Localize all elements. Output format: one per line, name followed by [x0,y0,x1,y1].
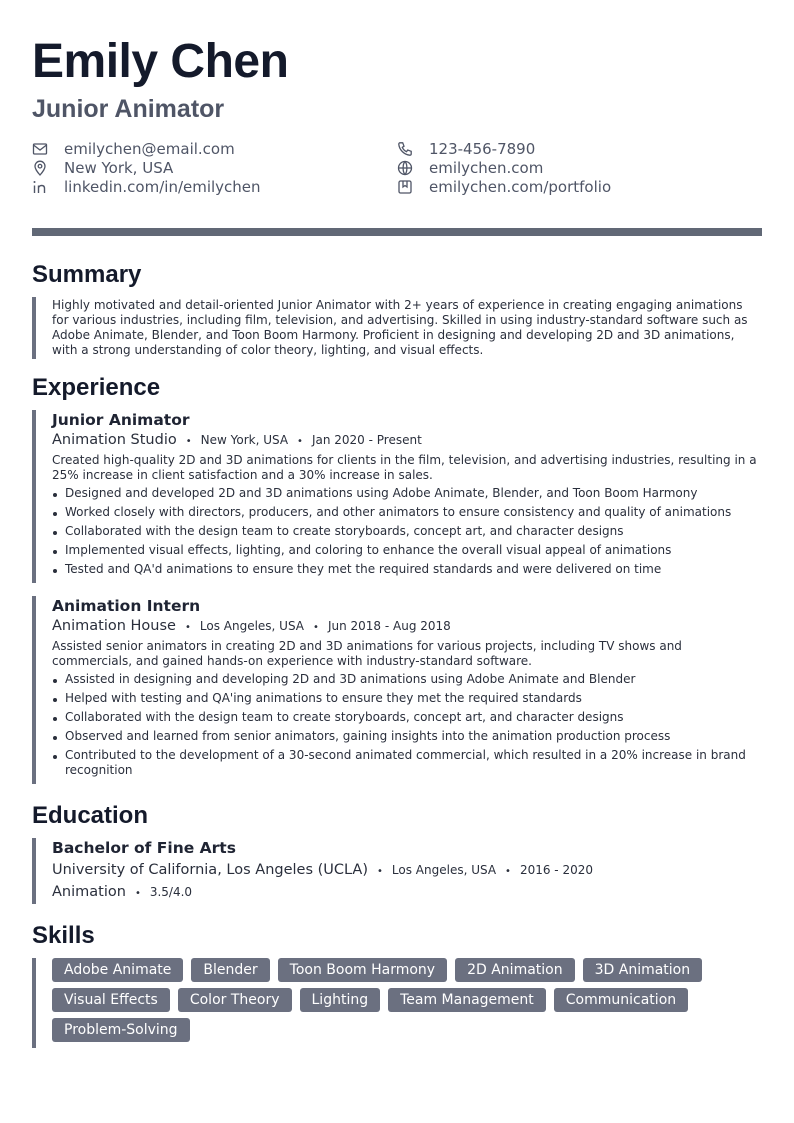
phone-text[interactable]: 123-456-7890 [429,139,536,158]
contact-location [32,158,372,177]
job-description: Assisted senior animators in creating 2D and 3D animations for various projects, including TV shows and commercials, and gained hands-on experience with industry-standard software. [52,639,682,668]
contact-linkedin [32,177,372,196]
mail-icon [32,141,48,157]
portfolio-icon [397,179,413,195]
education-location: Los Angeles, USA [391,863,497,877]
job-bullet: Helped with testing and QA'ing animations to ensure they met the required standards [52,691,762,706]
job-description: Created high-quality 2D and 3D animations for clients in the film, television, and advertising industries, resulting in a 25% increase in client satisfaction and a 30% increase in sales. [52,453,757,482]
job-entry [32,410,762,583]
education-school: University of California, Los Angeles (UCLA) [52,862,368,878]
portfolio-text[interactable]: emilychen.com/portfolio [429,177,612,196]
contact-right-column [397,139,757,196]
job-dates: Jun 2018 - Aug 2018 [327,619,451,633]
skill-chip: Lighting [300,988,381,1012]
website-text[interactable]: emilychen.com [429,158,544,177]
separator-dot: • [377,866,383,877]
separator-dot: • [505,866,511,877]
job-bullet: Implemented visual effects, lighting, and coloring to enhance the overall visual appeal of animations [52,543,762,558]
experience-title: Experience [32,374,161,401]
education-title: Education [32,802,149,829]
job-bullet: Worked closely with directors, producers, and other animators to ensure consistency and quality of animations [52,505,762,520]
phone-icon [397,141,413,157]
job-title: Animation Intern [52,597,201,615]
summary-title: Summary [32,261,142,288]
separator-dot: • [184,622,191,633]
summary-block [32,297,762,359]
summary-text: Highly motivated and detail-oriented Junior Animator with 2+ years of experience in creating engaging animations for various industries, including film, television, and advertising. Skilled in using industry-standard software such as Adobe Animate, Blender, and Toon Boom Harmony. Proficient in designing and developing 2D and 3D animations, with a strong understanding of color theory, lighting, and visual effects. [52,298,748,357]
skills-title: Skills [32,922,95,949]
skill-chip: 3D Animation [583,958,703,982]
separator-dot: • [185,436,192,447]
candidate-role: Junior Animator [32,95,225,123]
job-bullet: Collaborated with the design team to create storyboards, concept art, and character designs [52,524,762,539]
job-dates: Jan 2020 - Present [311,433,422,447]
location-icon [32,160,48,176]
education-degree: Bachelor of Fine Arts [52,839,236,857]
job-title: Junior Animator [52,411,190,429]
separator-dot: • [313,622,319,633]
linkedin-text[interactable]: linkedin.com/in/emilychen [64,177,261,196]
separator-dot: • [297,436,303,447]
skill-chip: Blender [191,958,269,982]
education-gpa: 3.5/4.0 [149,885,193,899]
job-bullet: Observed and learned from senior animators, gaining insights into the animation production process [52,729,762,744]
separator-dot: • [134,888,141,899]
job-meta [52,430,762,452]
skill-chip: 2D Animation [455,958,575,982]
job-bullet: Assisted in designing and developing 2D and 3D animations using Adobe Animate and Blender [52,672,762,687]
linkedin-icon [32,179,48,195]
job-company: Animation Studio [52,432,177,448]
globe-icon [397,160,413,176]
skill-chip: Adobe Animate [52,958,183,982]
education-entry [32,838,762,904]
job-entry [32,596,762,784]
education-meta [52,860,762,882]
job-bullets [52,486,762,577]
skill-chip: Visual Effects [52,988,170,1012]
contact-portfolio [397,177,757,196]
contact-phone [397,139,757,158]
skill-chip: Toon Boom Harmony [278,958,447,982]
contact-website [397,158,757,177]
contact-email [32,139,372,158]
contact-left-column [32,139,372,196]
header-divider [32,228,762,236]
skill-chip: Communication [554,988,688,1012]
skill-chip: Team Management [388,988,546,1012]
job-bullet: Designed and developed 2D and 3D animations using Adobe Animate, Blender, and Toon Boom Harmony [52,486,762,501]
candidate-name: Emily Chen [32,35,289,88]
education-dates: 2016 - 2020 [519,863,593,877]
job-bullets [52,672,762,778]
job-location: New York, USA [200,433,289,447]
job-bullet: Collaborated with the design team to create storyboards, concept art, and character designs [52,710,762,725]
location-text: New York, USA [64,158,174,177]
job-location: Los Angeles, USA [199,619,305,633]
job-bullet: Contributed to the development of a 30-second animated commercial, which resulted in a 20% increase in brand recognition [52,748,762,778]
skill-chip: Color Theory [178,988,292,1012]
education-major: Animation [52,884,126,900]
job-meta [52,616,762,638]
email-text[interactable]: emilychen@email.com [64,139,235,158]
job-company: Animation House [52,618,176,634]
skill-chip: Problem-Solving [52,1018,190,1042]
job-bullet: Tested and QA'd animations to ensure they met the required standards and were delivered on time [52,562,762,577]
education-major-row [52,882,762,904]
skills-list [52,958,742,1042]
skills-block [32,958,762,1048]
